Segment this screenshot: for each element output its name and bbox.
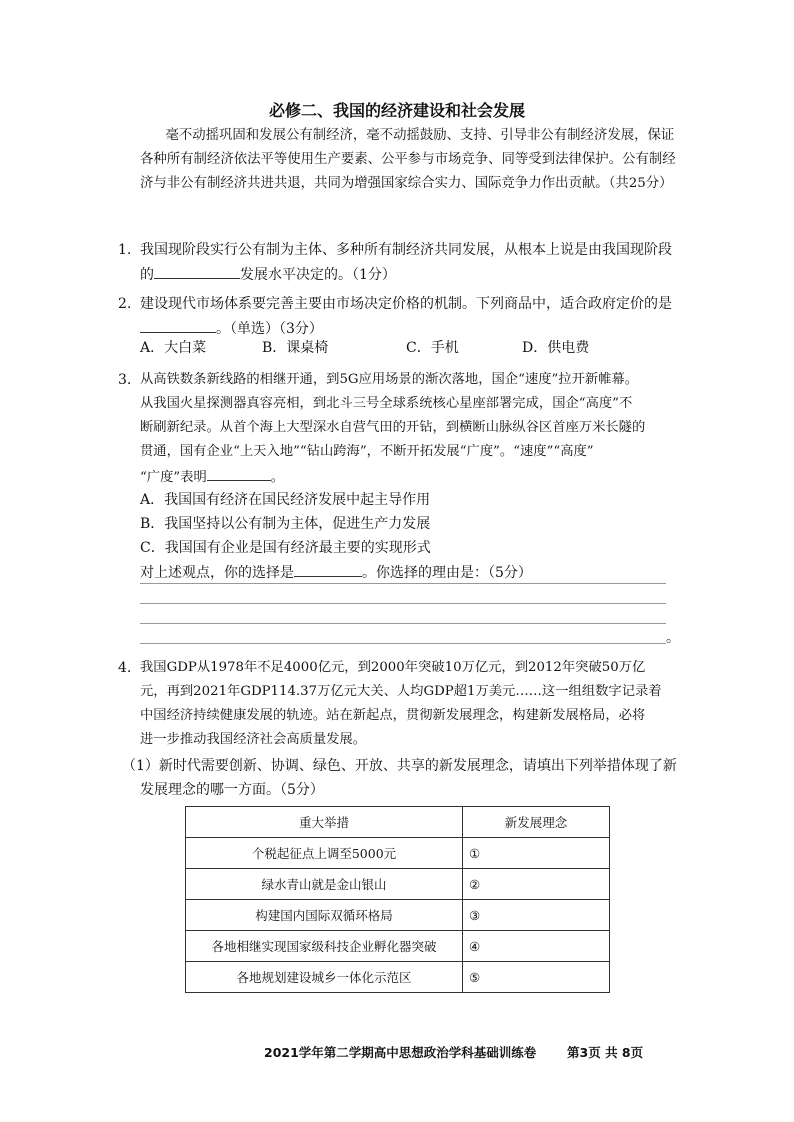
q1-line2-post: 发展水平决定的。（1分） xyxy=(240,267,396,283)
q3-choice-blank[interactable] xyxy=(294,562,362,577)
q4-line2: 元，再到2021年GDP114.37万亿元大关、人均GDP超1万美元……这一组组数字记录着 xyxy=(140,684,662,699)
table-row xyxy=(186,900,610,931)
q2-line1: 建设现代市场体系要完善主要由市场决定价格的机制。下列商品中，适合政府定价的是 xyxy=(140,296,672,312)
table-row xyxy=(186,962,610,993)
section-title: 必修二、我国的经济建设和社会发展 xyxy=(268,101,525,120)
table-cell-measure: 各地规划建设城乡一体化示范区 xyxy=(186,962,463,993)
table-cell-answer[interactable]: ① xyxy=(463,838,610,869)
table-cell-measure: 个税起征点上调至5000元 xyxy=(186,838,463,869)
q1-line2-pre: 的 xyxy=(140,267,154,283)
q2-option-a[interactable]: A．大白菜 xyxy=(140,340,207,356)
q3-line5 xyxy=(140,466,284,488)
q3-choice-pre: 对上述观点，你的选择是 xyxy=(140,565,294,581)
q3-answer-blank[interactable] xyxy=(207,466,271,481)
table-header-measure: 重大举措 xyxy=(186,807,463,838)
q2-line2 xyxy=(140,318,323,339)
page-footer xyxy=(264,1043,643,1061)
q4-line1: 我国GDP从1978年不足4000亿元，到2000年突破10万亿元，到2012年突破50万亿 xyxy=(140,660,646,675)
footer-exam-title: 2021学年第二学期高中思想政治学科基础训练卷 xyxy=(264,1045,537,1060)
q3-line5-post: 。 xyxy=(270,470,285,485)
q2-option-c[interactable]: C．手机 xyxy=(406,340,459,356)
table-row xyxy=(186,838,610,869)
q4-table xyxy=(185,806,610,993)
q4-sub1-line2: 发展理念的哪一方面。（5分） xyxy=(140,782,324,798)
q3-line4: 贯通，国有企业“上天入地”“钻山跨海”，不断开拓发展“广度”。“速度”“高度” xyxy=(140,444,594,459)
q3-line3: 断刷新纪录。从首个海上大型深水自营气田的开钻，到横断山脉纵谷区首座万米长隧的 xyxy=(140,420,646,435)
q3-line2: 从我国火星探测器真容亮相，到北斗三号全球系统核心星座部署完成，国企“高度”不 xyxy=(140,396,633,411)
table-cell-answer[interactable]: ④ xyxy=(463,931,610,962)
intro-paragraph: 毫不动摇巩固和发展公有制经济，毫不动摇鼓励、支持、引导非公有制经济发展，保证各种所有制经济依法平等使用生产要素、公平参与市场竞争、同等受到法律保护。公有制经济与非公有制经济共进共退，共同为增强国家综合实力、国际竞争力作出贡献。（共25分） xyxy=(140,128,676,191)
q4-line4: 进一步推动我国经济社会高质量发展。 xyxy=(140,732,367,747)
q3-answer-line-2[interactable] xyxy=(140,603,666,604)
q1-line2 xyxy=(140,264,396,285)
q2-answer-blank[interactable] xyxy=(140,318,216,333)
table-cell-measure: 绿水青山就是金山银山 xyxy=(186,869,463,900)
q2-option-b[interactable]: B．课桌椅 xyxy=(262,340,329,356)
q3-answer-line-1[interactable] xyxy=(140,583,666,584)
q4-sub1-line1: （1）新时代需要创新、协调、绿色、开放、共享的新发展理念，请填出下列举措体现了新 xyxy=(122,758,677,774)
q2-number: 2. xyxy=(118,296,132,312)
q2-line2-post: 。（单选）（3分） xyxy=(216,321,323,337)
q1-line1: 我国现阶段实行公有制为主体、多种所有制经济共同发展，从根本上说是由我国现阶段 xyxy=(140,242,672,258)
q4-number: 4. xyxy=(118,660,132,676)
table-cell-measure: 各地相继实现国家级科技企业孵化器突破 xyxy=(186,931,463,962)
q1-answer-blank[interactable] xyxy=(154,264,240,279)
q1-number: 1. xyxy=(118,242,132,258)
table-cell-answer[interactable]: ② xyxy=(463,869,610,900)
q3-choice-line xyxy=(140,562,532,583)
table-cell-answer[interactable]: ⑤ xyxy=(463,962,610,993)
table-row xyxy=(186,869,610,900)
q3-end-mark: 。 xyxy=(666,630,680,646)
table-header-concept: 新发展理念 xyxy=(463,807,610,838)
q3-number: 3. xyxy=(118,372,132,388)
q2-option-d[interactable]: D．供电费 xyxy=(522,340,590,356)
q3-line1: 从高铁数条新线路的相继开通，到5G应用场景的渐次落地，国企“速度”拉开新帷幕。 xyxy=(140,372,639,387)
q3-answer-line-3[interactable] xyxy=(140,623,666,624)
table-cell-measure: 构建国内国际双循环格局 xyxy=(186,900,463,931)
table-header-row xyxy=(186,807,610,838)
footer-page-number: 第3页 共 8页 xyxy=(567,1045,644,1060)
q3-option-c: C．我国国有企业是国有经济最主要的实现形式 xyxy=(140,540,431,556)
q3-line5-pre: “广度”表明 xyxy=(140,470,207,485)
table-row xyxy=(186,931,610,962)
q3-choice-post: 。你选择的理由是：（5分） xyxy=(362,565,532,581)
q3-option-b: B．我国坚持以公有制为主体，促进生产力发展 xyxy=(140,516,431,532)
q3-answer-line-4[interactable] xyxy=(140,643,666,644)
q3-option-a: A．我国国有经济在国民经济发展中起主导作用 xyxy=(140,492,431,508)
table-cell-answer[interactable]: ③ xyxy=(463,900,610,931)
q4-line3: 中国经济持续健康发展的轨迹。站在新起点，贯彻新发展理念，构建新发展格局，必将 xyxy=(140,708,646,723)
